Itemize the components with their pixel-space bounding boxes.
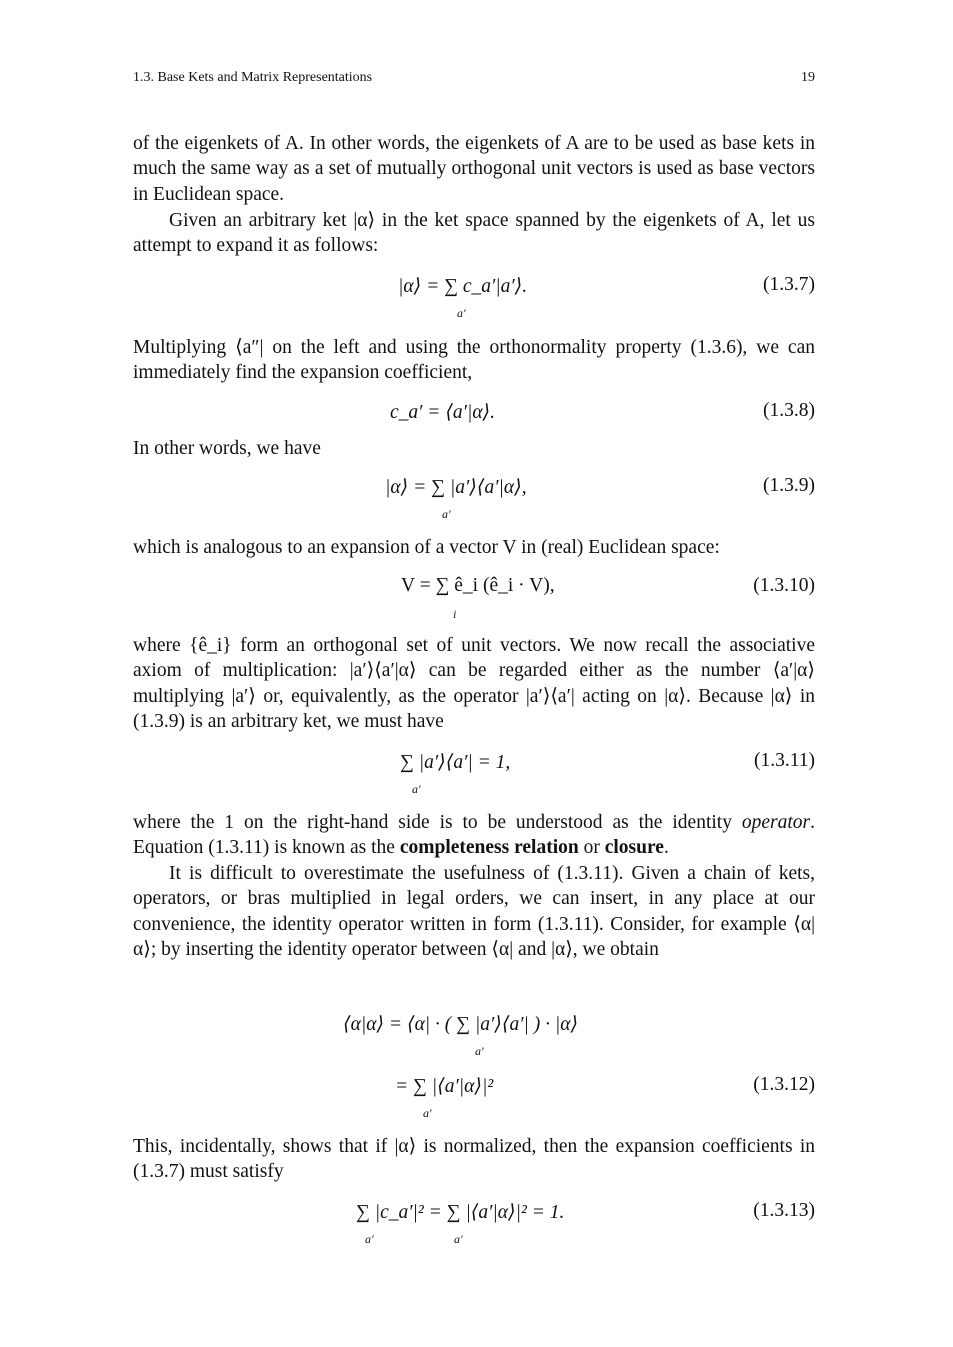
- equation-number: (1.3.13): [753, 1200, 815, 1221]
- running-header: [133, 70, 815, 92]
- paragraph-8: It is difficult to overestimate the usefulness of (1.3.11). Given a chain of kets, operators, or bras multiplied in legal orders, we can insert, in any place at our convenience, the identity operator written in form (1.3.11). Consider, for example ⟨α|α⟩; by inserting the identity operator between ⟨α| and |α⟩, we obtain: [133, 863, 815, 960]
- paragraph-4: In other words, we have: [133, 438, 321, 459]
- equation-1-3-10: [133, 575, 815, 621]
- summation-index: a′: [475, 1044, 484, 1058]
- equation-expression: ∑ |a′⟩⟨a′| = 1,: [400, 752, 511, 773]
- paragraph-7: [133, 810, 815, 861]
- paragraph-1: of the eigenkets of A. In other words, the eigenkets of A are to be used as base kets in much the same way as a set of mutually orthogonal unit vectors is used as base vectors in Euclidean space.: [133, 133, 815, 205]
- summation-index: a′: [454, 1232, 463, 1246]
- equation-1-3-12-line-1: [133, 1012, 815, 1058]
- equation-1-3-8: [133, 400, 815, 430]
- summation-index: a′: [457, 306, 466, 320]
- page-number: 19: [801, 70, 815, 85]
- paragraph-2: Given an arbitrary ket |α⟩ in the ket space spanned by the eigenkets of A, let us attempt to expand it as follows:: [133, 210, 815, 257]
- paragraph-9: This, incidentally, shows that if |α⟩ is normalized, then the expansion coefficients in (1.3.7) must satisfy: [133, 1136, 815, 1183]
- equation-number: (1.3.8): [763, 400, 815, 421]
- term-completeness-relation: completeness relation: [399, 837, 579, 859]
- equation-expression: V = ∑ ê_i (ê_i · V),: [401, 575, 555, 596]
- equation-1-3-9: [133, 475, 815, 521]
- equation-1-3-13: [133, 1200, 815, 1246]
- summation-index: a′: [365, 1232, 374, 1246]
- paragraph-5: which is analogous to an expansion of a vector V in (real) Euclidean space:: [133, 537, 720, 558]
- equation-1-3-7: [133, 274, 815, 320]
- equation-number: (1.3.10): [753, 575, 815, 596]
- equation-expression: |α⟩ = ∑ c_a′|a′⟩.: [398, 276, 528, 297]
- equation-number: (1.3.12): [753, 1074, 815, 1095]
- paragraph-3: Multiplying ⟨a″| on the left and using the orthonormality property (1.3.6), we can immediately find the expansion coefficient,: [133, 337, 815, 384]
- summation-index: a′: [423, 1106, 432, 1120]
- text-run: where the 1 on the right-hand side is to be understood as the identity: [133, 812, 732, 833]
- equation-number: (1.3.7): [763, 274, 815, 295]
- equation-expression: = ∑ |⟨a′|α⟩|²: [395, 1076, 494, 1097]
- term-closure: closure: [604, 837, 664, 859]
- summation-index: i: [453, 607, 457, 621]
- equation-expression: |α⟩ = ∑ |a′⟩⟨a′|α⟩,: [385, 477, 527, 498]
- equation-expression: ∑ |c_a′|² = ∑ |⟨a′|α⟩|² = 1.: [356, 1202, 565, 1223]
- equation-1-3-11: [133, 750, 815, 796]
- summation-index: a′: [412, 782, 421, 796]
- text-run: or: [583, 837, 600, 859]
- emphasis-text: operator: [741, 812, 811, 833]
- text-run: . Equation (1.3.11) is known as the: [133, 812, 815, 859]
- section-title: 1.3. Base Kets and Matrix Representations: [133, 70, 373, 85]
- equation-number: (1.3.11): [753, 750, 815, 771]
- equation-number: (1.3.9): [763, 475, 815, 496]
- equation-expression: c_a′ = ⟨a′|α⟩.: [390, 402, 496, 423]
- text-run: .: [663, 837, 669, 859]
- equation-expression: ⟨α|α⟩ = ⟨α| · ( ∑ |a′⟩⟨a′| ) · |α⟩: [343, 1014, 579, 1035]
- equation-1-3-12-line-2: [133, 1074, 815, 1120]
- summation-index: a′: [442, 507, 451, 521]
- paragraph-6: where {ê_i} form an orthogonal set of unit vectors. We now recall the associative axiom of multiplication: |a′⟩⟨a′|α⟩ can be regarded either as the number ⟨a′|α⟩ multiplying |a′⟩ or, equivalently, as the operator |a′⟩⟨a′| acting on |α⟩. Because |α⟩ in (1.3.9) is an arbitrary ket, we must have: [133, 635, 815, 732]
